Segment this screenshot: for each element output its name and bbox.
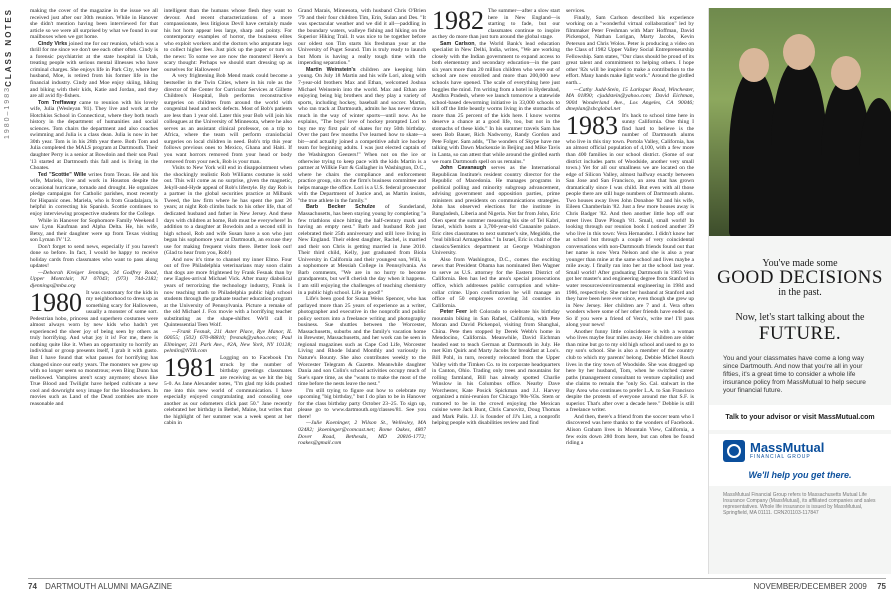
note-text: Life's been good for Susan Weiss Spencer, who has parlayed more than 25 years of experience as a writer, photographer and executive in the nonprofit and public policy sectors into a freelance writing and photography business. Sue shuttles between the Worcester, Massachusetts, suburbs and the family's vacation home in Brewster, Massachusetts, and her work can be seen in regional magazines such as Cape Cod Life, Worcester Living and Rhode Island Monthly and variously in Nature's Bounty. She also contributes weekly to the Worcester Telegram & Gazette. Meanwhile daughter Dania and son Colin's school activities occupy much of Sue's spare time, as she "wants to make the most of the time before the nests leave the nest."	[298, 296, 426, 388]
section-title: CLASS NOTES	[4, 8, 13, 87]
note-paragraph	[30, 287, 158, 408]
note-paragraph	[298, 296, 426, 388]
note-text: services.	[566, 8, 586, 14]
note-paragraph	[566, 110, 694, 329]
note-paragraph	[164, 165, 292, 257]
note-paragraph	[164, 8, 292, 73]
correspondent-contact: —Deborah Kreiger Jennings, 34 Godfrey Road, Upper Montclair, NJ 07043; (973) 744-2182; djennings@mba.org	[30, 269, 158, 289]
note-text: It was customary for the kids in my neighborhood to dress up as something scary for Halloween, usually a monster of some sort. Pedestrian hobo, princess and superhero costumes were almost always worn by new kids who hadn't yet experienced the sheer joy of being seen by others as truly horrifying. And what joy it is! For me, there is nothing quite like it. When an opportunity to horrify an individual or group presents itself, I grab it with gusto. But I have found that what passes for horrifying has changed since our early years. The monsters we grew up with no longer seem so monstrous; even Bing Dunn has mellowed. Vampires aren't scary anymore; shows like True Blood and Twilight have helped cultivate a new cool and downright sexy image for the bloodsuckers. In movies such as Land of the Dead zombies are more reasonable and	[30, 289, 158, 407]
note-paragraph	[566, 87, 694, 113]
logo-name: MassMutual	[750, 440, 825, 455]
note-text: It's back to school time here in sunny California. One thing I find hard to believe is the number of Dartmouth alums who live in this tiny town. Portola Valley, California, has an almost official population of 4,100, with a few more than 400 families in our school district. (Some of our district includes parts of Woodside, another very small town.) Yet for all our smallness we are located on the edge of Silicon Valley, almost halfway exactly between San Jose and San Francisco, an area that has grown dramatically since I was child. But even with all those people there are still huge numbers of Dartmouth alums. Two houses away lives John Donahoe '82 and his wife, Eileen Chamberlain '82. Just a few more houses away is Chris Badger '82. And then another little hop off our street lives Dave Plough '81. Small, small world! In looking through our reunion book I noticed another 39 who live in this town: Vera Hernandez. I didn't know her at school but through a couple of very coincidental conversations with non-Dartmouth friends found out that her name is now Vera Nelson and she is also a year younger than mine at the same school and lives maybe a mile away. I finally ran into her at the school last year. Small world! After graduating Dartmouth in 1983 Vera got her master's and engineering degree from Stanford in water resources/environmental engineering in 1984 and 1986, respectively. She met her husband at Stanford and they have been here ever since, even though she grew up in New Jersey. Her children are 7 and 4. Vera often wonders where some of her other friends have ended up. So if you were a friend of Vera's, write me! I'll pass along your news!	[566, 112, 694, 329]
graduates-photo	[709, 8, 891, 236]
note-text: left Colorado to celebrate his birthday mountain biking in San Rafael, California, with Pete Moran and David Pickenpol, visiting from Shanghai, China. Pete then stopped by Derek Webb's home in Mendocino, California. Meanwhile, David Eichman headed east to teach German at Dartmouth in July. He met Kim Quirk and Marty Jacobs for breakfast at Lou's. Bill Pohl, in turn, recently relocated from the Upper Valley with the Timken Co. to its corporate headquarters in Canton, Ohio. Trading only trees and mountains for rolling farmland, Bill has already spotted Charlie Winslow in his Columbus office. Nearby Dave Worchester, Kate Posick Spickman and J.J. Harvey organized a mini-reunion for Chicago '80s-'83s. Stem or rumored to be in the crowd enjoying the Mexican cuisine were Jack Bunt, Chris Carsovitz, Doug Thomas and Mark Palis. J.J. is founder of JJ's List, a nonprofit helping people with disabilities review and find	[432, 309, 560, 427]
footer-left	[28, 582, 172, 591]
note-text: Logging on to Facebook I'm struck by the number of birthday greetings classmates are receiving as we hit the big 5-0. As Jane Alexander notes, "I'm glad my kids pushed me into this new world of communication. I have especially enjoyed congratulating and consoling one another as our odometers click past 50." Jane recently celebrated her birthday in Bethel, Maine, but writes that the highlight of her summer was a week spent at her cabin in	[164, 354, 292, 427]
ad-line-3: in the past.	[778, 287, 822, 298]
ad-line-5: FUTURE.	[758, 323, 842, 344]
note-paragraph	[566, 329, 694, 414]
note-paragraph	[432, 257, 560, 309]
class-year-heading: 1980	[30, 287, 82, 317]
classmate-name: Martin Weinstein's	[306, 66, 356, 73]
note-text: came to reunion with his lovely wife, Julia (Wesleyan '81). They live and work at the Hotchkiss School in Connecticut, where they both teach history in the department of humanities and social sciences. Tom chairs the department and also coaches swimming and Julia is a class dean. Julia is now in her 30th year. Tom is in his 28th year there. Both Tom and Julia completed the MALS program at Dartmouth. Their daughter Perry is a senior at Bowdoin and their son Paul '13 started at Dartmouth this fall and is living in the Choates.	[30, 99, 158, 172]
note-paragraph	[30, 8, 158, 41]
note-paragraph	[164, 352, 292, 427]
classmate-name: John Cavanaugh	[440, 165, 487, 172]
note-text: And then, there's a friend from the soccer team who I discovered was here thanks to the wonders of Facebook. Alison Graham lives in Mountain View, California, a few exits down 280 from here, but can often be found riding a	[566, 413, 694, 447]
note-paragraph	[432, 41, 560, 165]
text-column-5	[566, 8, 694, 574]
correspondent-contact: —Cathy Judd-Stein, 15 Larkspur Road, Winchester, MA 01890; cjuddstein@yahoo.com; David Eichman, 9004 Wonderland Ave., Los Angeles, CA 90046; dmeplan@sbcglobal.net	[566, 86, 694, 113]
section-label	[4, 8, 20, 188]
ad-line-4: Now, let's start talking about the	[735, 312, 865, 323]
issue-date: NOVEMBER/DECEMBER 2009	[753, 582, 867, 591]
note-text: And now it's time to channel my inner Elmo. Four out of five Philadelphia veterinarians may soon claim that dogs are more frightened by Frank Fesnak than by new Eagles-arrival Michael Vick. After many diabolical years of terrorizing the technology industry, Frank is now teaching math to Philadelphia public high school students through the graduate teacher education program at the University of Pennsylvania. Picture a remake of the old Michael J. Fox movie with a horrifying teacher substituting as the shape-shifter. We'll call it Quintessential Teen Wolf.	[164, 256, 292, 329]
note-paragraph	[298, 388, 426, 421]
note-text: The summer—after a slow start here in New England—is starting to fade, but our classmates continue to inspire as they do more than just turn around the global stage.	[432, 8, 560, 41]
note-paragraph	[30, 270, 158, 290]
ad-line-2: GOOD DECISIONS	[717, 267, 883, 288]
ad-call-to-action[interactable]: Talk to your advisor or visit MassMutual.com	[709, 405, 891, 430]
classmate-name: Peter Feer	[440, 309, 468, 316]
note-text: intelligent than the humans whose flesh they want to devour. And recent characterizations of a more compassionate, less litigious Devil have certainly made his hot horn appear less large, sharp and pointy. For contemporary examples of horror, the business elites who exploit workers and the doctors who amputate legs to collect higher fees. Just pick up the paper or turn on the news: To some we are now the monsters! Here's a scary thought: Perhaps we should start dressing up as ourselves for Halloween!	[164, 8, 292, 73]
class-year-heading: 1983	[566, 110, 618, 140]
magazine-name: DARTMOUTH ALUMNI MAGAZINE	[45, 582, 173, 591]
classmate-name: Barb Becker Schulze	[306, 204, 376, 211]
note-paragraph	[298, 420, 426, 446]
note-text: Also from Washington, D.C., comes the exciting news that President Obama has nominated Ben Wagner to serve as U.S. attorney for the Eastern District of California. Ben has led the area's special prosecutions office, which addresses public corruption and white-collar crime. Upon confirmation he will manage an office of 50 employees covering 34 counties in California.	[432, 256, 560, 309]
note-paragraph	[432, 8, 560, 41]
note-text: joined me for our reunion, which was a thrill for me since we don't see each other often. Cindy is a forensic psychiatrist at the state hospital in Utah, treating people with serious mental illnesses who have criminal charges. She enjoys life in Park City, where her husband, Moe, is retired from his former life in the financial industry. Cindy and Moe enjoy skiing, hiking and biking with their kids, Katie and Jordan, and they are all avid fly-fishers.	[30, 40, 158, 100]
note-paragraph	[298, 204, 426, 296]
note-paragraph	[30, 172, 158, 218]
page-number-right: 75	[877, 582, 886, 591]
logo-subtitle: FINANCIAL GROUP	[750, 454, 811, 460]
note-text: writes from Texas. He and his wife, Mariela, live and work in Houston despite the occasional hurricane, tornado and drought. He organizes pledge campaigns for Catholic parishes, most recently for Hispanic ones. Mariela, who is from Guadalajara, is helpful in correcting his Spanish. Scottie continues to enjoy interviewing prospective students for the College.	[30, 171, 158, 217]
note-paragraph	[432, 165, 560, 257]
correspondent-contact: —Julie Koeninger, 2 Wilson St., Wellesley, MA 02482; jkoeninger@comcast.net; Rome Oakes, 4807 Dover Road, Bethesda, MD 20816-1772; roakes@gmail.com	[298, 420, 426, 447]
note-paragraph	[432, 309, 560, 427]
note-text: serves as the International Republican Institute's resident country director for the Republic of Macedonia. He manages programs in political polling and minority subgroup advancement, advising government and opposition parties, prime ministers and presidents on communications strategies. John has observed elections for the institute in Bangladesh, Liberia and Nigeria. Not far from John, Eric Oien spent the summer measuring his site of Tel Kabri, Israel, which hosts a 3,700-year-old Canaanite palace. Eric cites classmates to next summer's site, Megiddo, the "real biblical Armageddon." In Israel, Eric is chair of the classics/Semitics department at George Washington University.	[432, 165, 560, 257]
text-column-3	[298, 8, 426, 574]
ad-headline	[709, 258, 891, 345]
note-paragraph	[164, 329, 292, 355]
note-text: Another funny little coincidence is with a woman who lives maybe four miles away. Her children are older than mine but go to my old high school and used to go to my son's school. She is also a member of the country club to which my parents' belong. Debbie Michel Rosch lives in the tiny town of Woodside. She was dragged up here by her husband, Tom, when he switched career paths (management consultant to venture capitalist) and she claims to remain the "only So. Cal. stalwart in the Bay Area who continues to prefer L.A. to San Francisco despite the protests of everyone around me that S.F. is superior. That's after over a decade here." Debbie is still a freelance writer.	[566, 328, 694, 414]
note-paragraph	[164, 257, 292, 329]
note-paragraph	[30, 100, 158, 172]
note-paragraph	[164, 73, 292, 165]
note-paragraph	[30, 41, 158, 100]
page-footer	[0, 578, 896, 600]
note-text: While in Hanover for Sophomore Family Weekend I saw Lynn Kaufman and Alpha Delta. He, his wife, Betsy, and their daughter were up from Texas visiting son Lyman IV '12.	[30, 217, 158, 244]
class-year-heading: 1981	[164, 352, 216, 382]
classmate-name: Ted "Scottie" Wille	[38, 171, 87, 178]
note-text: I'm still trying to figure out how to celebrate my upcoming "big birthday," but I do plan to be in Hanover for the class birthday party October 23–25. To sign up, please go to www.dartmouth.org/classes/81. See you there!	[298, 387, 426, 420]
ad-fine-print: MassMutual Financial Group refers to Massachusetts Mutual Life Insurance Company (MassMutual), its affiliated companies and sales representatives. Whole life insurance is issued by MassMutual, Springfield, MA 01111. CRN201103-117847	[723, 492, 876, 516]
massmutual-logo[interactable]	[709, 434, 891, 468]
note-text: Don't forget to send news, especially if you haven't done so before. In fact, I would be happy to receive holiday cards from classmates who want to pass along updates!	[30, 243, 158, 270]
classmate-name: Sam Carlson	[440, 40, 475, 47]
note-paragraph	[566, 15, 694, 87]
ad-tagline: We'll help you get there.	[709, 468, 891, 486]
ad-line-1: You've made some	[762, 258, 838, 269]
note-text: Visits to New York will end in disappointment when the shockingly realistic Rob Williams costume is sold out. This will come as no surprise, given the magnetic, Jekyll-and-Hyde appeal of Rob's lifestyle. By day Rob is a partner in the global securities practice at Milbank Tweed, the law firm where he has spent the past 26 years; at night Rob climbs back to his other life, that of dedicated husband and father in New Jersey. And these days with children at home, Rob must be everywhere! In addition to a daughter at Bowdoin and a second still in high school, Rob and wife Susan have a son who just began his sophomore year at Dartmouth, an excuse they use for making frequent visits there. Better look out! (Glad to hear from you, Rob!)	[164, 165, 292, 257]
ad-body-text: You and your classmates have come a long way since Dartmouth. And now that you're all in your fifties, it's a great time to consider a whole life insurance policy from MassMutual to help secure your financial future.	[723, 355, 866, 394]
footer-rule	[28, 578, 886, 579]
note-text: making the cover of the magazine in the issue we all received just after our 30th reunion. While in Hanover she didn't mention having been interviewed for that article so we were all surprised by what we found in our mailboxes when we got home.	[30, 8, 158, 41]
text-column-1	[30, 8, 158, 574]
page-number-left: 74	[28, 582, 37, 591]
note-text: Finally, Sam Carlson described his experience working on a "wonderful virtual collaboration" led by filmmaker Peter Freshman with Marr Hoffman, David Pickenpol, Nathan Lorigan, Marty Jacobs, Kevin Peterson and Chris Wolos. Peter is producing a video on the Class of 1982 Upper Valley Social Entrepreneurship Fellowship. Sam states, "Our class should be proud of its great talent and commitment to helping others. I hope other '82s will be inspired to make a contribution to the effort. Many hands make light work." Around the girdled earth...	[566, 14, 694, 87]
text-column-2	[164, 8, 292, 574]
note-paragraph	[298, 67, 426, 204]
massmutual-advertisement[interactable]	[708, 8, 891, 574]
note-paragraph	[298, 8, 426, 67]
classmate-name: Cindy Virks	[38, 40, 68, 47]
text-column-4	[432, 8, 560, 574]
section-years: 1980–1983	[4, 86, 11, 140]
note-paragraph	[566, 414, 694, 447]
correspondent-contact: —Frank Fesnak, 211 Aster Place, Rye Manor, IL 60055; (502) 670-88810; fresnak@yahoo.com; Paul Ellminger, 211 Park Ave., #2A, New York, NY 10128; pelmlin@NYB.com	[164, 328, 292, 355]
note-paragraph	[30, 218, 158, 244]
class-year-heading: 1982	[432, 8, 484, 35]
massmutual-logo-icon	[723, 440, 745, 462]
classmate-name: Tom Treffaway	[38, 99, 77, 106]
footer-right	[753, 582, 886, 591]
note-text: Grand Marais, Minnesota, with husband Chris O'Brien '79 and their four children Tim, Erin, Sulan and Des. "It was spectacular weather and we did it all—paddling in the boundary waters, walleye fishing and hiking on the Superior Hiking Trail. It was nice to be together before our oldest son Tim starts his freshman year at the University of Puget Sound. Tim is truly ready to launch but Mom is having a really tough time with the impending separation."	[298, 8, 426, 67]
note-text: children are keeping him young. On July 18 Martin and his wife Lori, along with 7-year-old brothers Max and Ethan, welcomed Joshua Michael Weinstein into the world. Max and Ethan are enjoying being big brothers and they play a variety of sports, including hockey, baseball and soccer. Martin, who ran track at Dartmouth, admits he has never drawn much in the way of winter sports—until now. As he explains, "The boys' love of hockey prompted Lori to buy me my first pair of skates for my 50th birthday. Over the past few months I've learned how to skate—a bit—and actually joined a competitive adult ice hockey team for beginning adults. I was just elected captain of the Washington Geezers!" When not on the ice or otherwise trying to keep pace with the kids Martin is a partner at Willkie Farr & Gallagher in Washington, D.C., where he chairs the compliance and enforcement practice group, sits on the firm's business committee and helps manage the office. Lori is a U.S. federal prosecutor with the Department of Justice and, as Martin insists, "the true athlete in the family."	[298, 66, 426, 204]
note-paragraph	[30, 244, 158, 270]
note-text: of Sunderland, Massachusetts, has been staying young by completing "a few triathlons since hitting the half-century mark and having an empty nest." Barb and husband Rob just celebrated their 25th anniversary and still love living in New England. Their eldest daughter, Rachel, is married and their son Chris is getting married in June 2010. Their third child, Kelly, just graduated from Biola University in California and their youngest son, Will, is a sophomore at Messiah College in Pennsylvania. As Barb comments, "We are in no hurry to become grandparents, but we'll cherish the day when it happens. I am still enjoying the challenges of teaching chemistry in a public high school. Life is good!"	[298, 204, 426, 296]
note-text: A very frightening Bob Mend mask could become a bestseller in the Twin Cities, where in his role as the director of the Center for Curricular Services at Gillette Children's Hospital, Bob performs reconstructive surgeries on children from around the world with congenital head and neck defects. Most of Bob's patients are less than 1 year old. Later this year Bob will join his colleagues at the University of Minnesota, where he also serves as an assistant clinical professor, on a trip to Africa, where the team will perform craniofacial surgeries on local children in need. Bob's trip this year follows previous ones to Mexico, Ghana and Haiti. If you want horrors removed from your head or body removed from your neck, Bob is your man.	[164, 73, 292, 165]
note-text: , the World Bank's lead education specialist in New Delhi, India, writes, "We are working closely with the Indian government to expand access to both elementary and secondary education—in the past six years more than 20 million children who were out of school are now enrolled and more than 200,000 new schools have opened. The scale of everything here just boggles the mind. I'm writing from a hotel in Hyderabad, Andhra Pradesh, where we launch tomorrow a statewide school-based deworming initiative in 33,000 schools to kill off the little beastly worms living in the stomachs of more than 25 percent of the kids here. I know worms deserve a chance at a good life, too, but not in the stomachs of these kids." In his summer travels Sam has seen Bob Bauer, Rich Nadworny, Randy Gordon and Pete Folger. Sam adds, "The wonders of Skype have me talking with Dawn Mackenzie in Beijing and Mike Tavis in Lanta, so can attest that while around the girdled earth we roam Dartmouth spell on us remains."	[432, 40, 560, 165]
